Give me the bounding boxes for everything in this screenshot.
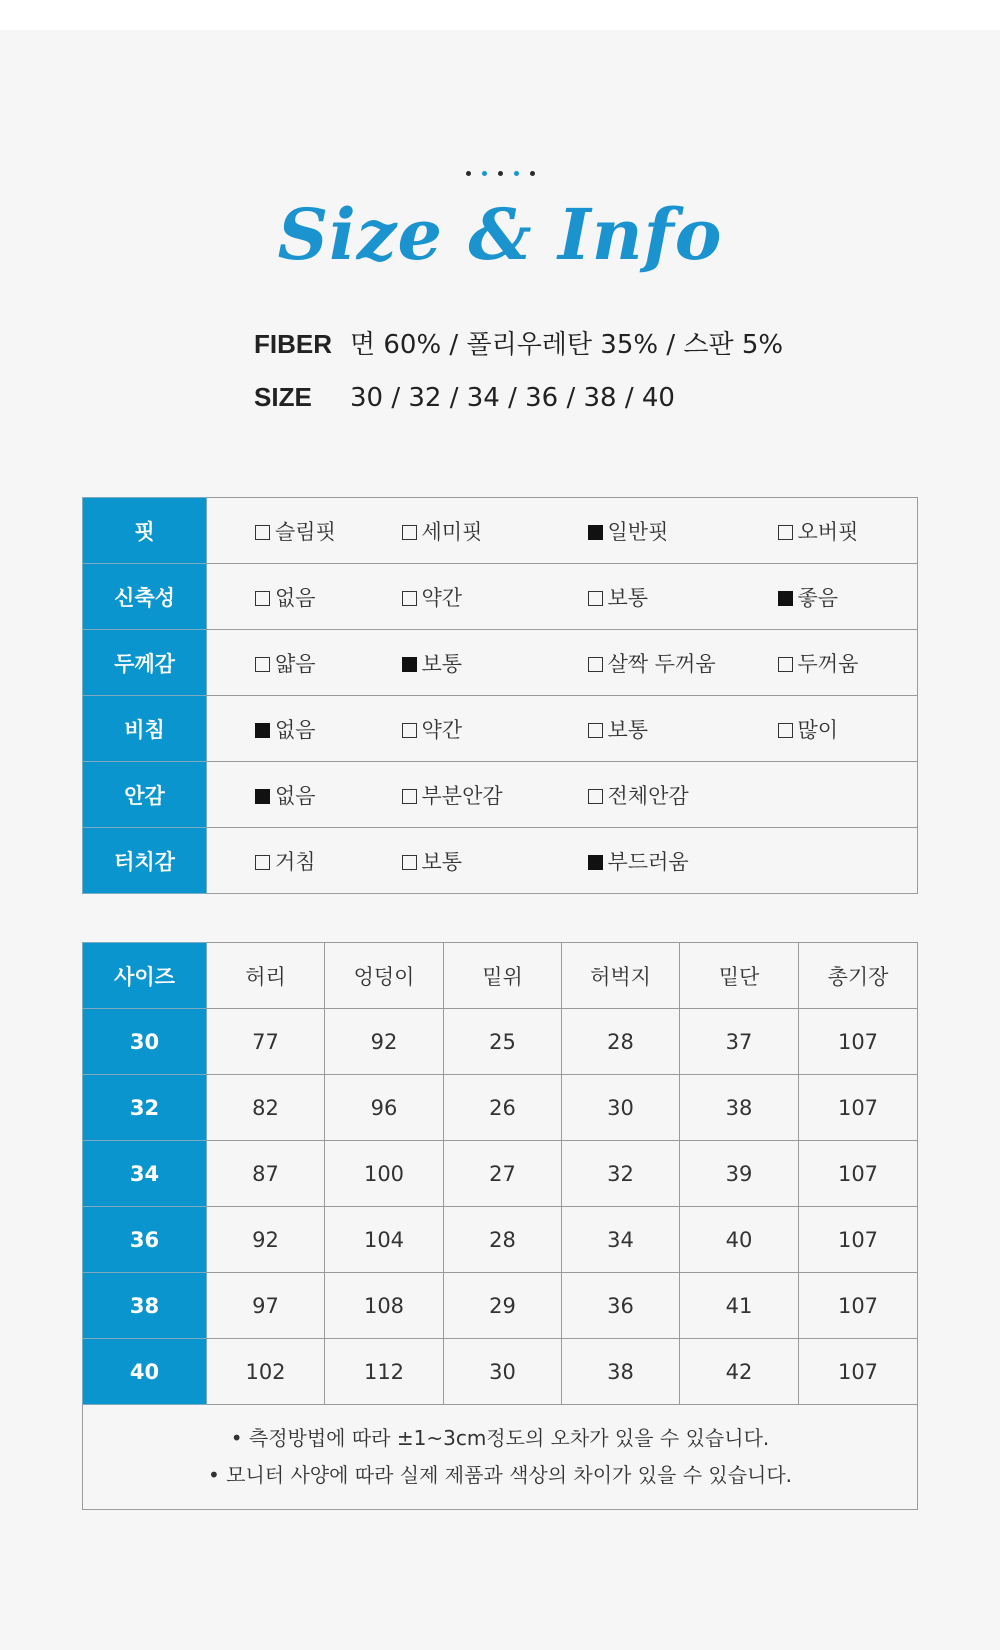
- table-cell: 104: [325, 1207, 444, 1273]
- spec-value: 면 60% / 폴리우레탄 35% / 스판 5%: [350, 330, 784, 360]
- fit-row-label: 두께감: [83, 630, 207, 696]
- size-header-row: [83, 943, 918, 1009]
- fit-option-label: 두꺼움: [797, 651, 859, 676]
- table-row: [83, 1339, 918, 1405]
- fit-option: [354, 564, 540, 630]
- decorative-dots: [0, 171, 1000, 176]
- fit-option: [354, 630, 540, 696]
- table-cell: 112: [325, 1339, 444, 1405]
- table-row: [83, 1009, 918, 1075]
- checkbox-checked-icon: [588, 525, 603, 540]
- fit-option: [207, 762, 354, 828]
- checkbox-empty-icon: [402, 591, 417, 606]
- page-title: Size & Info: [277, 193, 723, 276]
- table-cell: 96: [325, 1075, 444, 1141]
- table-cell: 92: [207, 1207, 325, 1273]
- fit-option-label: 전체안감: [607, 783, 689, 808]
- fit-option-label: 보통: [421, 651, 463, 676]
- size-label: 34: [83, 1141, 207, 1207]
- table-cell: 107: [799, 1009, 918, 1075]
- notes-cell: [83, 1405, 918, 1510]
- dot-icon: [498, 171, 503, 176]
- fit-row-label: 비침: [83, 696, 207, 762]
- fit-option-label: 슬림핏: [275, 519, 336, 544]
- fit-option: [354, 498, 540, 564]
- fit-option: [207, 696, 354, 762]
- column-header: 허리: [207, 943, 325, 1009]
- checkbox-empty-icon: [402, 525, 417, 540]
- fit-option-label: 보통: [421, 849, 463, 874]
- fit-option: [354, 762, 540, 828]
- size-label: 30: [83, 1009, 207, 1075]
- table-row: [83, 1075, 918, 1141]
- fit-row: [83, 762, 918, 828]
- checkbox-empty-icon: [402, 855, 417, 870]
- checkbox-checked-icon: [588, 855, 603, 870]
- note-text: • 측정방법에 따라 ±1~3cm정도의 오차가 있을 수 있습니다.: [230, 1426, 770, 1450]
- fit-option-label: 일반핏: [607, 519, 669, 544]
- fit-option: [730, 696, 918, 762]
- fit-option: [354, 828, 540, 894]
- checkbox-empty-icon: [255, 657, 270, 672]
- fit-row-label: 신축성: [83, 564, 207, 630]
- size-label: 38: [83, 1273, 207, 1339]
- spec-fiber: [254, 324, 783, 364]
- column-header: 사이즈: [83, 943, 207, 1009]
- table-cell: 39: [680, 1141, 799, 1207]
- checkbox-checked-icon: [255, 723, 270, 738]
- fit-option-label: 없음: [275, 783, 316, 808]
- table-cell: 107: [799, 1141, 918, 1207]
- fit-option-label: 약간: [421, 717, 463, 742]
- checkbox-empty-icon: [402, 789, 417, 804]
- table-cell: 25: [444, 1009, 562, 1075]
- note-text: • 모니터 사양에 따라 실제 제품과 색상의 차이가 있을 수 있습니다.: [207, 1463, 793, 1487]
- table-cell: 107: [799, 1075, 918, 1141]
- checkbox-empty-icon: [588, 789, 603, 804]
- checkbox-checked-icon: [778, 591, 793, 606]
- fit-option-label: 좋음: [797, 585, 839, 610]
- fit-option-label: 오버핏: [797, 519, 859, 544]
- size-chart-table: [82, 942, 918, 1510]
- fit-option-label: 부드러움: [607, 849, 689, 874]
- fit-option-label: 세미핏: [421, 519, 483, 544]
- fit-option: [540, 498, 730, 564]
- table-cell: 34: [562, 1207, 680, 1273]
- fit-row: [83, 564, 918, 630]
- checkbox-empty-icon: [588, 723, 603, 738]
- fit-option: [730, 762, 918, 828]
- table-cell: 32: [562, 1141, 680, 1207]
- table-cell: 107: [799, 1207, 918, 1273]
- fit-row-label: 안감: [83, 762, 207, 828]
- table-cell: 40: [680, 1207, 799, 1273]
- checkbox-empty-icon: [588, 657, 603, 672]
- table-row: [83, 1141, 918, 1207]
- size-label: 32: [83, 1075, 207, 1141]
- fit-option-label: 많이: [797, 717, 839, 742]
- dot-icon: [530, 171, 535, 176]
- fit-option: [540, 564, 730, 630]
- table-cell: 92: [325, 1009, 444, 1075]
- table-cell: 38: [562, 1339, 680, 1405]
- checkbox-empty-icon: [588, 591, 603, 606]
- fit-option-label: 얇음: [275, 651, 316, 676]
- checkbox-empty-icon: [255, 855, 270, 870]
- table-cell: 97: [207, 1273, 325, 1339]
- dot-icon: [466, 171, 471, 176]
- table-row: [83, 1273, 918, 1339]
- checkbox-empty-icon: [255, 591, 270, 606]
- table-cell: 82: [207, 1075, 325, 1141]
- fit-option-label: 살짝 두꺼움: [607, 651, 716, 676]
- fit-row: [83, 696, 918, 762]
- fit-option: [207, 630, 354, 696]
- table-cell: 26: [444, 1075, 562, 1141]
- table-cell: 102: [207, 1339, 325, 1405]
- table-cell: 28: [444, 1207, 562, 1273]
- column-header: 허벅지: [562, 943, 680, 1009]
- size-label: 36: [83, 1207, 207, 1273]
- table-row: [83, 1207, 918, 1273]
- table-cell: 27: [444, 1141, 562, 1207]
- table-cell: 87: [207, 1141, 325, 1207]
- fit-option-label: 없음: [275, 585, 316, 610]
- table-cell: 28: [562, 1009, 680, 1075]
- table-cell: 36: [562, 1273, 680, 1339]
- spec-value: 30 / 32 / 34 / 36 / 38 / 40: [350, 383, 675, 413]
- fit-row: [83, 498, 918, 564]
- spec-size: [254, 377, 675, 417]
- fit-row-label: 핏: [83, 498, 207, 564]
- table-cell: 30: [562, 1075, 680, 1141]
- fit-option: [730, 630, 918, 696]
- checkbox-empty-icon: [778, 657, 793, 672]
- fit-option: [730, 828, 918, 894]
- fit-option: [730, 498, 918, 564]
- table-cell: 29: [444, 1273, 562, 1339]
- table-cell: 108: [325, 1273, 444, 1339]
- column-header: 총기장: [799, 943, 918, 1009]
- table-cell: 100: [325, 1141, 444, 1207]
- column-header: 밑위: [444, 943, 562, 1009]
- fit-option: [207, 564, 354, 630]
- fit-option: [354, 696, 540, 762]
- table-cell: 37: [680, 1009, 799, 1075]
- fit-option-label: 부분안감: [421, 783, 503, 808]
- fit-option: [540, 828, 730, 894]
- size-label: 40: [83, 1339, 207, 1405]
- fit-option: [730, 564, 918, 630]
- spec-label: FIBER: [254, 329, 332, 359]
- dot-icon: [514, 171, 519, 176]
- fit-option-label: 보통: [607, 585, 649, 610]
- column-header: 엉덩이: [325, 943, 444, 1009]
- table-cell: 41: [680, 1273, 799, 1339]
- spec-label: SIZE: [254, 382, 312, 412]
- notes-row: [83, 1405, 918, 1510]
- fit-option: [207, 828, 354, 894]
- fit-option: [207, 498, 354, 564]
- table-cell: 30: [444, 1339, 562, 1405]
- checkbox-checked-icon: [255, 789, 270, 804]
- checkbox-empty-icon: [255, 525, 270, 540]
- table-cell: 107: [799, 1339, 918, 1405]
- fit-option-label: 거침: [275, 849, 316, 874]
- fit-option-label: 약간: [421, 585, 463, 610]
- table-cell: 38: [680, 1075, 799, 1141]
- table-cell: 42: [680, 1339, 799, 1405]
- fit-row-label: 터치감: [83, 828, 207, 894]
- checkbox-empty-icon: [778, 525, 793, 540]
- column-header: 밑단: [680, 943, 799, 1009]
- fit-option-label: 없음: [275, 717, 316, 742]
- table-cell: 107: [799, 1273, 918, 1339]
- fit-row: [83, 630, 918, 696]
- fit-info-table: [82, 497, 918, 894]
- dot-icon: [482, 171, 487, 176]
- fit-row: [83, 828, 918, 894]
- fit-option: [540, 696, 730, 762]
- fit-option-label: 보통: [607, 717, 649, 742]
- table-cell: 77: [207, 1009, 325, 1075]
- checkbox-checked-icon: [402, 657, 417, 672]
- fit-option: [540, 762, 730, 828]
- fit-option: [540, 630, 730, 696]
- checkbox-empty-icon: [778, 723, 793, 738]
- checkbox-empty-icon: [402, 723, 417, 738]
